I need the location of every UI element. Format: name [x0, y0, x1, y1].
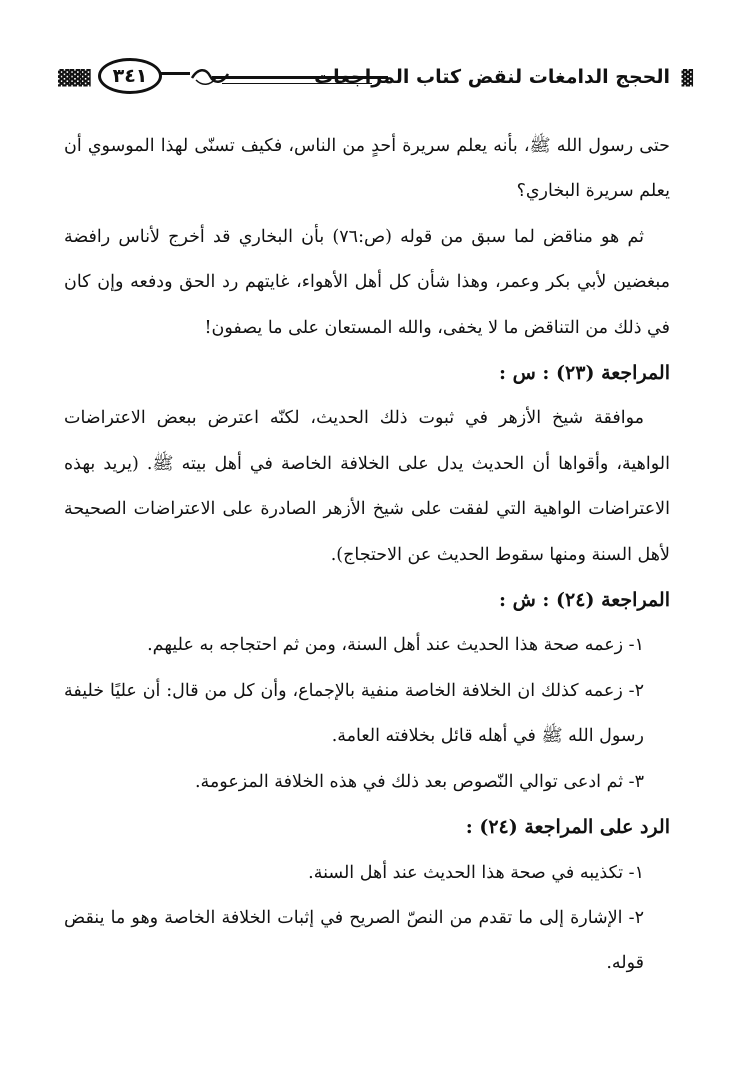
paragraph: ثم هو مناقض لما سبق من قوله (ص:٧٦) بأن البخاري قد أخرج لأناس رافضة مبغضين لأبي بكر وعمر، وهذا شأن كل أهل الأهواء، غايتهم رد الحق ودفعه وإن كان في ذلك من التناقض ما لا يخفى، والله المستعان على ما يصفون! — [64, 226, 670, 338]
ornament-left-icon: ▓▓▓ — [58, 69, 90, 87]
ornament-right-icon: ▓ — [681, 69, 692, 87]
section-heading: المراجعة (٢٤) : ش : — [498, 589, 670, 612]
page-header — [52, 56, 692, 100]
running-title: الحجج الدامغات لنقض كتاب المراجعات — [314, 66, 670, 88]
list-item: ١- تكذيبه في صحة هذا الحديث عند أهل السنة. — [308, 862, 644, 883]
list-item: ٣- ثم ادعى توالي النّصوص بعد ذلك في هذه الخلافة المزعومة. — [194, 771, 644, 792]
list-item: ١- زعمه صحة هذا الحديث عند أهل السنة، ومن ثم احتجاجه به عليهم. — [147, 635, 644, 656]
paragraph-continuation: حتى رسول الله ﷺ، بأنه يعلم سريرة أحدٍ من الناس، فكيف تسنّى لهذا الموسوي أن يعلم سريرة البخاري؟ — [64, 136, 670, 202]
list-item: ٢- زعمه كذلك ان الخلافة الخاصة منفية بالإجماع، وأن كل من قال: أن عليًا خليفة رسول الله ﷺ في أهله قائل بخلافته العامة. — [64, 680, 644, 747]
list-item: ٢- الإشارة إلى ما تقدم من النصّ الصريح في إثبات الخلافة الخاصة وهو ما ينقض قوله. — [64, 907, 644, 974]
section-heading: المراجعة (٢٣) : س : — [498, 362, 670, 385]
page-body — [64, 124, 670, 987]
section-heading: الرد على المراجعة (٢٤) : — [465, 816, 670, 839]
header-divider-short — [160, 72, 190, 75]
page-number: ٣٤١ — [98, 58, 162, 94]
paragraph: موافقة شيخ الأزهر في ثبوت ذلك الحديث، لكنّه اعترض ببعض الاعتراضات الواهية، وأقواها أن الحديث يدل على الخلافة الخاصة في أهل بيته ﷺ. (يريد بهذه الاعتراضات الواهية التي لفقت على شيخ الأزهر الصادرة على الاعتراضات الصحيحة لأهل السنة ومنها سقوط الحديث عن الاحتجاج). — [64, 408, 670, 565]
